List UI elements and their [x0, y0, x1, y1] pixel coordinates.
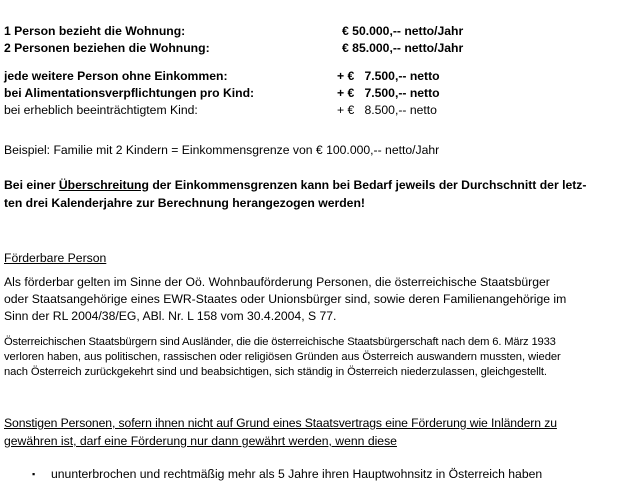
income-label-4: bei Alimentationsverpflichtungen pro Kind:	[4, 86, 255, 100]
example-text: Beispiel: Familie mit 2 Kindern = Einkommensgrenze von € 100.000,-- netto/Jahr	[4, 143, 440, 157]
bullet-marker: ▪	[32, 469, 36, 479]
income-value-2: € 85.000,-- netto/Jahr	[342, 41, 464, 55]
income-value-3: + € 7.500,-- netto	[337, 69, 440, 83]
cropped-top-line	[4, 0, 564, 4]
income-label-5: bei erheblich beeinträchtigtem Kind:	[4, 103, 198, 117]
section-paragraph-line-3: Sinn der RL 2004/38/EG, ABl. Nr. L 158 vom 30.4.2004, S 77.	[4, 309, 337, 323]
income-label-3: jede weitere Person ohne Einkommen:	[4, 69, 228, 83]
small-paragraph-line-1: Österreichischen Staatsbürgern sind Ausländer, die die österreichische Staatsbürgerschaft nach dem 6. März 1933	[4, 336, 556, 348]
section-paragraph-line-1: Als förderbar gelten im Sinne der Oö. Wohnbauförderung Personen, die österreichische Staatsbürger	[4, 275, 550, 289]
income-value-1: € 50.000,-- netto/Jahr	[342, 24, 464, 38]
small-paragraph-line-3: nach Österreich zurückgekehrt sind und beabsichtigen, sich ständig in Österreich niederzulassen, gleichgestellt.	[4, 366, 547, 378]
exceed-note-line-1	[4, 178, 586, 193]
section-paragraph-line-2: oder Staatsangehörige eines EWR-Staates oder Unionsbürger sind, sowie deren Familienangehörige im	[4, 292, 567, 306]
income-value-4: + € 7.500,-- netto	[337, 86, 440, 100]
income-label-1: 1 Person bezieht die Wohnung:	[4, 24, 186, 38]
exceed-note-part1: Bei einer	[4, 178, 59, 192]
income-label-2: 2 Personen beziehen die Wohnung:	[4, 41, 210, 55]
small-paragraph-line-2: verloren haben, aus politischen, rassischen oder religiösen Gründen aus Österreich auswandern mussten, wieder	[4, 351, 561, 363]
bullet-item: ununterbrochen und rechtmäßig mehr als 5 Jahre ihren Hauptwohnsitz in Österreich haben	[51, 467, 543, 481]
other-persons-line-2: gewähren ist, darf eine Förderung nur dann gewährt werden, wenn diese	[4, 434, 397, 448]
section-title: Förderbare Person	[4, 251, 107, 265]
exceed-note-underlined: Überschreitung	[58, 178, 149, 192]
other-persons-line-1: Sonstigen Personen, sofern ihnen nicht auf Grund eines Staatsvertrags eine Förderung wie Inländern zu	[4, 416, 557, 430]
exceed-note-line-2: ten drei Kalenderjahre zur Berechnung herangezogen werden!	[4, 196, 365, 210]
exceed-note-part2: der Einkommensgrenzen kann bei Bedarf jeweils der Durchschnitt der letz-	[148, 178, 587, 192]
income-value-5: + € 8.500,-- netto	[337, 103, 437, 117]
